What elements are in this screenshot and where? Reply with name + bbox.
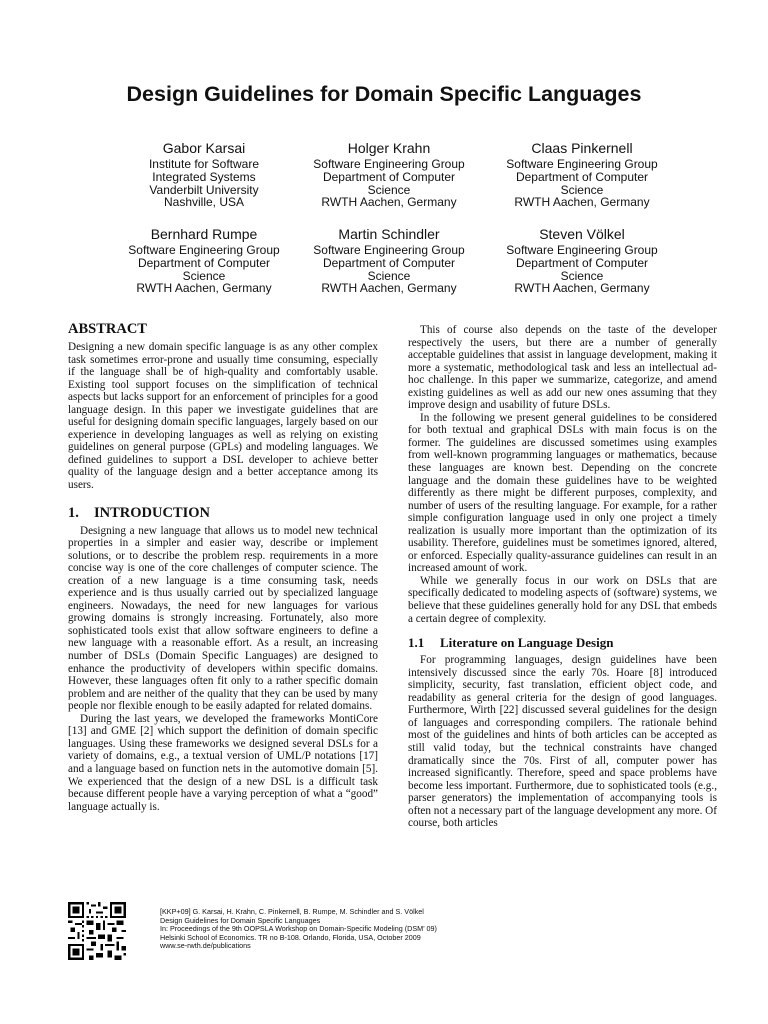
footnote-line: [KKP+09] G. Karsai, H. Krahn, C. Pinkernell, B. Rumpe, M. Schindler and S. Völkel — [160, 907, 424, 916]
section-heading — [68, 504, 378, 522]
citation-footnote — [160, 908, 580, 951]
author-block — [104, 140, 304, 209]
author-name: Holger Krahn — [347, 140, 431, 156]
author-block — [482, 226, 682, 295]
author-block — [104, 226, 304, 295]
footnote-line: In: Proceedings of the 9th OOPSLA Workshop on Domain-Specific Modeling (DSM’ 09) — [160, 924, 437, 934]
author-name: Claas Pinkernell — [531, 140, 633, 156]
author-affiliation: Software Engineering Group Department of Computer Science RWTH Aachen, Germany — [506, 157, 658, 210]
author-block — [289, 140, 489, 209]
author-name: Gabor Karsai — [162, 140, 246, 156]
paragraph: During the last years, we developed the frameworks MontiCore [13] and GME [2] which support the definition of domain specific languages. Using these frameworks we designed several DSLs for a variety of domains, e.g., a textual version of UML/P notations [17] and a language based on function nets in the automotive domain [5]. We experienced that the design of a new DSL is a difficult task because different people have a varying perception of what a “good” language actually is. — [68, 712, 378, 813]
paper-title: Design Guidelines for Domain Specific Languages — [126, 82, 642, 106]
paragraph: This of course also depends on the taste of the developer respectively the users, but there are a number of generally acceptable guidelines that assist in language development, making it more a systematic, methodological task and less an intellectual ad-hoc challenge. In this paper we summarize, categorize, and amend existing guidelines as well as add our new ones assuming that they improve design and usability of future DSLs. — [408, 324, 717, 412]
subsection-number: 1.1 — [408, 635, 425, 651]
paragraph: Designing a new language that allows us to model new technical properties in a simpler and easier way, describe or implement solutions, or to describe the problem resp. requirements in a more concise way is one of the core challenges of computer science. The creation of a new language is a time consuming task, needs experience and is thus usually carried out by specialized language engineers. Nowadays, the need for new languages for various growing domains is strongly increasing. Fortunately, also more sophisticated tools exist that allow software engineers to define a new language with a reasonable effort. As a result, an increasing number of DSLs (Domain Specific Languages) are designed to enhance the productivity of developers within specific domains. However, these languages often fit only to a rather specific domain problem and are neither of the quality that they can be used by many people nor flexible enough to be easily adapted for related domains. — [68, 524, 378, 713]
author-affiliation: Software Engineering Group Department of Computer Science RWTH Aachen, Germany — [506, 243, 658, 296]
author-affiliation: Institute for Software Integrated Systems Vanderbilt University Nashville, USA — [148, 157, 260, 210]
footnote-line: Helsinki School of Economics. TR no B-108. Orlando, Florida, USA, October 2009 — [160, 932, 421, 942]
author-block — [482, 140, 682, 209]
paragraph: While we generally focus in our work on DSLs that are specifically dedicated to modeling aspects of (software) systems, we believe that these guidelines generally hold for any DSL that embeds a certain degree of complexity. — [408, 574, 717, 625]
author-affiliation: Software Engineering Group Department of Computer Science RWTH Aachen, Germany — [313, 157, 465, 210]
left-column — [68, 320, 378, 813]
abstract-heading: ABSTRACT — [68, 321, 147, 337]
subsection-heading — [408, 635, 717, 651]
author-affiliation: Software Engineering Group Department of Computer Science RWTH Aachen, Germany — [128, 243, 280, 296]
section-title: INTRODUCTION — [94, 504, 211, 521]
qr-code-icon — [68, 902, 126, 960]
section-number: 1. — [68, 504, 79, 521]
right-column — [408, 324, 717, 830]
author-name: Martin Schindler — [338, 226, 440, 242]
paragraph: For programming languages, design guidelines have been intensively discussed since the early 70s. Hoare [8] introduced simplicity, security, fast translation, efficient object code, and readability as general criteria for the design of good languages. Furthermore, Wirth [22] discussed several guidelines for the design of languages and corresponding compilers. The rationale behind most of the guidelines and hints of both articles can be accepted as still valid today, but the technical constraints have changed dramatically since the 70s. First of all, computer power has increased significantly. Therefore, speed and space problems have become less important. Furthermore, due to sophisticated tools (e.g., parser generators) the implementation of accompanying tools is often not a necessary part of the language development any more. Of course, both articles — [408, 654, 717, 830]
author-block — [289, 226, 489, 295]
footnote-link[interactable]: www.se-rwth.de/publications — [160, 941, 251, 951]
abstract-text: Designing a new domain specific language is as any other complex task sometimes error-prone and usually time consuming, especially if the language shall be of high-quality and comfortably usable. Existing tool support focuses on the simplification of technical aspects but lacks support for an enforcement of principles for a good language design. In this paper we investigate guidelines that are useful for designing domain specific languages, largely based on our experience in developing languages as well as relying on existing guidelines on general purpose (GPLs) and modeling languages. We defined guidelines to support a DSL developer to achieve better quality of the language design and a better acceptance among its users. — [68, 341, 378, 492]
subsection-title: Literature on Language Design — [440, 635, 614, 651]
author-name: Steven Völkel — [539, 226, 625, 242]
author-name: Bernhard Rumpe — [150, 226, 258, 242]
author-affiliation: Software Engineering Group Department of Computer Science RWTH Aachen, Germany — [313, 243, 465, 296]
footnote-line: Design Guidelines for Domain Specific Languages — [160, 915, 321, 925]
paragraph: In the following we present general guidelines to be considered for both textual and graphical DSLs with main focus is on the former. The guidelines are discussed sometimes using examples from well-known programming languages or mathematics, because these languages are known best. Depending on the concrete language and the domain these guidelines have to be weighted differently as there might be different purposes, complexity, and number of users of the resulting language. For example, for a rather simple configuration language used in only one project a timely realization is usually more important than the optimization of its usability. Therefore, guidelines must be sometimes ignored, altered, or enforced. Especially quality-assurance guidelines can result in an increased amount of work. — [408, 411, 717, 575]
